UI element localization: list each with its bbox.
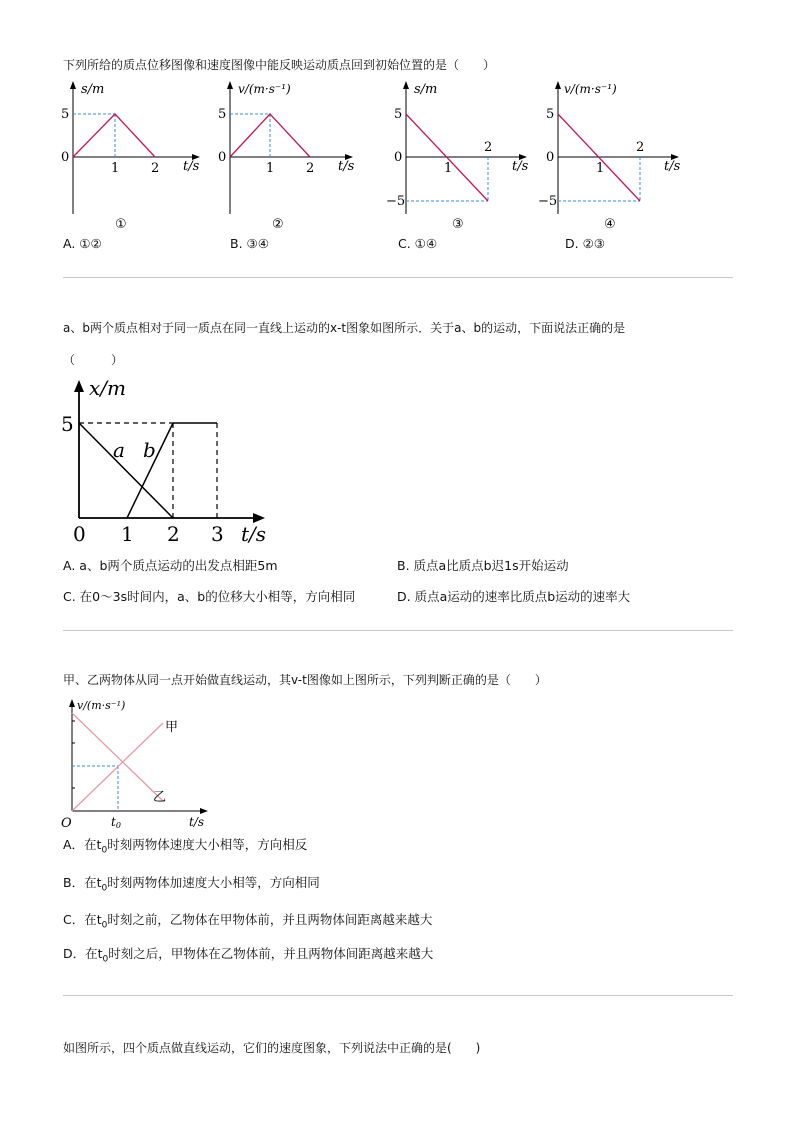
graph-2-xtick-1: 1 [266, 161, 275, 176]
question-4-text: 如图所示，四个质点做直线运动，它们的速度图象，下列说法中正确的是( ) [63, 1041, 481, 1055]
graph-1-ylabel: s/m [81, 82, 105, 97]
q3-option-c[interactable]: C．在$t_0$时刻之前，乙物体在甲物体前，并且两物体间距离越来越大 [63, 912, 433, 931]
graph-vt [55, 693, 215, 833]
graph-2-caption: ② [272, 217, 284, 232]
question-2-bracket: （ ） [63, 353, 124, 367]
graph-vt-line-jia: 甲 [165, 720, 179, 735]
graph-xt-xtick-1: 1 [121, 522, 134, 546]
graph-xt-xtick-3: 3 [211, 522, 224, 546]
graph-3-xtick-2: 2 [484, 140, 493, 155]
graph-1-xtick-2: 2 [151, 161, 160, 176]
graph-4-ytick: 5 [546, 107, 555, 122]
graph-3-ytick-neg: −5 [386, 194, 406, 209]
q1-option-b[interactable]: B. ③④ [230, 236, 269, 251]
graph-3-xlabel: t/s [512, 159, 529, 174]
q1-option-a[interactable]: A. ①② [63, 236, 102, 251]
q3-option-d[interactable]: D．在$t_0$时刻之后，甲物体在乙物体前，并且两物体间距离越来越大 [63, 946, 434, 965]
graph-xt-xlabel: t/s [241, 522, 267, 546]
graph-2-xtick-2: 2 [306, 161, 315, 176]
q3-option-b[interactable]: B．在$t_0$时刻两物体加速度大小相等，方向相同 [63, 875, 320, 894]
graph-3-ylabel: s/m [414, 82, 438, 97]
graph-2-ylabel: v/(m·s⁻¹) [238, 82, 291, 96]
graph-vt-origin: O [61, 816, 72, 831]
graph-4-xlabel: t/s [664, 159, 681, 174]
graph-4-xtick-1: 1 [596, 161, 605, 176]
graph-xt-ytick: 5 [61, 412, 74, 436]
graph-xt-xtick-2: 2 [167, 522, 180, 546]
graph-4-ylabel: v/(m·s⁻¹) [564, 82, 617, 96]
q1-option-c[interactable]: C. ①④ [398, 236, 438, 251]
graph-vt-xtick-t: t [111, 815, 116, 829]
graph-1-xlabel: t/s [183, 159, 200, 174]
q1-option-d[interactable]: D. ②③ [565, 236, 605, 251]
graph-xt-ylabel: x/m [89, 376, 126, 400]
graph-vt-line-yi: 乙 [153, 790, 167, 805]
graph-4 [540, 78, 690, 233]
question-3-text: 甲、乙两物体从同一点开始做直线运动，其v-t图像如上图所示，下列判断正确的是（ ） [63, 673, 547, 687]
graph-xt-xtick-0: 0 [73, 522, 86, 546]
graph-vt-xlabel: t/s [189, 815, 205, 829]
graph-xt-line-a: a [113, 438, 125, 462]
graph-xt [55, 375, 295, 550]
graph-1-xtick-1: 1 [111, 161, 120, 176]
graph-3 [388, 78, 538, 233]
graph-4-ytick-neg: −5 [538, 194, 558, 209]
divider [63, 277, 733, 278]
graph-1-ytick: 5 [61, 107, 70, 122]
graph-3-origin: 0 [394, 150, 403, 165]
graph-3-ytick: 5 [394, 107, 403, 122]
divider [63, 995, 733, 996]
graph-1-origin: 0 [61, 150, 70, 165]
graph-vt-xtick-sub: 0 [115, 821, 121, 830]
graph-3-caption: ③ [452, 217, 464, 232]
q3-option-a[interactable]: A．在$t_0$时刻两物体速度大小相等，方向相反 [63, 837, 308, 856]
graph-1 [55, 78, 205, 233]
divider [63, 630, 733, 631]
graph-4-origin: 0 [546, 150, 555, 165]
graph-2-xlabel: t/s [338, 159, 355, 174]
graph-vt-ylabel: v/(m·s⁻¹) [77, 699, 126, 712]
graph-2 [210, 78, 360, 233]
question-2-text: a、b两个质点相对于同一质点在同一直线上运动的x-t图象如图所示．关于a、b的运动，下面说法正确的是 [63, 321, 626, 335]
q2-option-c[interactable]: C. 在0～3s时间内，a、b的位移大小相等，方向相同 [63, 589, 356, 604]
q2-option-d[interactable]: D. 质点a运动的速率比质点b运动的速率大 [397, 589, 631, 604]
graph-1-caption: ① [115, 217, 127, 232]
graph-xt-line-b: b [143, 438, 156, 462]
graph-3-xtick-1: 1 [444, 161, 453, 176]
graph-vt-xtick [111, 815, 121, 830]
q2-option-a[interactable]: A. a、b两个质点运动的出发点相距5m [63, 558, 278, 573]
graph-4-xtick-2: 2 [636, 140, 645, 155]
q2-option-b[interactable]: B. 质点a比质点b迟1s开始运动 [397, 558, 569, 573]
question-1-text: 下列所给的质点位移图像和速度图像中能反映运动质点回到初始位置的是（ ） [63, 58, 496, 72]
graph-2-ytick: 5 [218, 107, 227, 122]
graph-4-caption: ④ [604, 217, 616, 232]
graph-2-origin: 0 [218, 150, 227, 165]
